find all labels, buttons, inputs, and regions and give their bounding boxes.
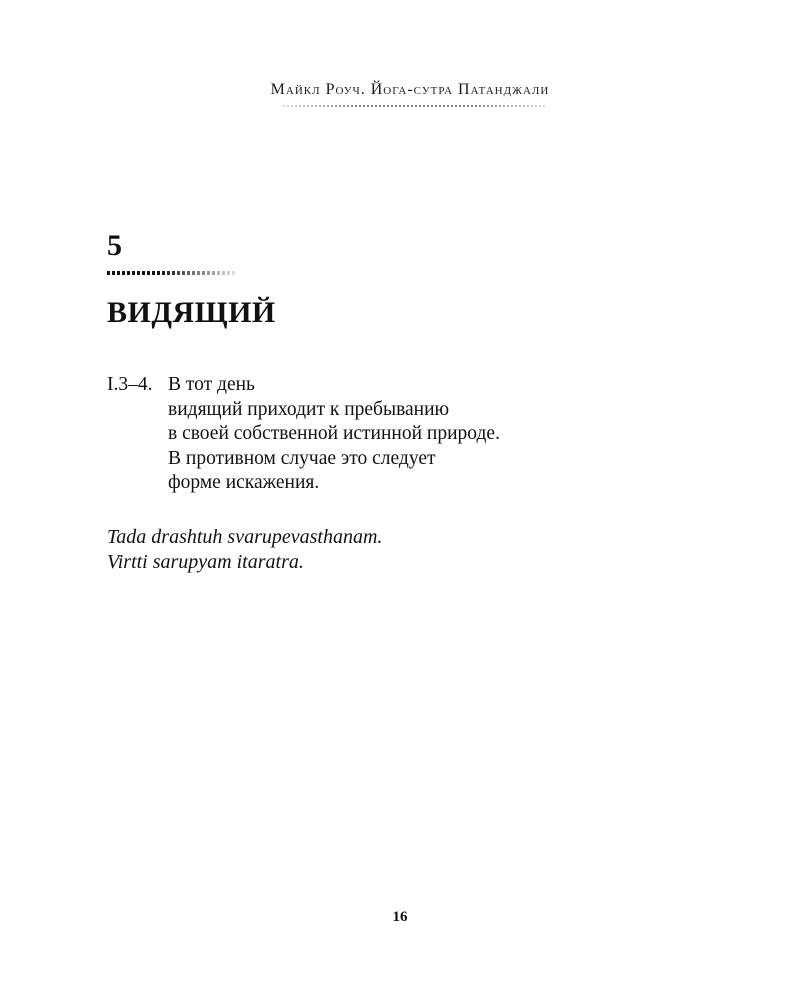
verse-line: видящий приходит к пребыванию bbox=[168, 398, 450, 420]
verse-reference: I.3–4. bbox=[107, 374, 153, 395]
verse-line: В тот день bbox=[168, 374, 255, 395]
transliteration-line: Tada drashtuh svarupevasthanam. bbox=[107, 526, 383, 548]
verse-row bbox=[107, 373, 667, 496]
chapter-number: 5 bbox=[107, 229, 122, 262]
transliteration-line: Virtti sarupyam itaratra. bbox=[107, 551, 304, 573]
sutra-verse bbox=[107, 373, 667, 496]
running-head: Майкл Роуч. Йога-сутра Патанджали bbox=[270, 81, 550, 98]
verse-lines bbox=[168, 373, 500, 496]
sanskrit-transliteration bbox=[107, 525, 382, 575]
page-number: 16 bbox=[392, 909, 408, 925]
running-head-divider bbox=[283, 105, 547, 107]
chapter-divider bbox=[107, 271, 237, 275]
verse-line: В противном случае это следует bbox=[168, 447, 436, 469]
verse-line: в своей собственной истинной природе. bbox=[168, 423, 500, 444]
chapter-title: ВИДЯЩИЙ bbox=[107, 296, 276, 329]
verse-line: форме искажения. bbox=[168, 472, 320, 493]
